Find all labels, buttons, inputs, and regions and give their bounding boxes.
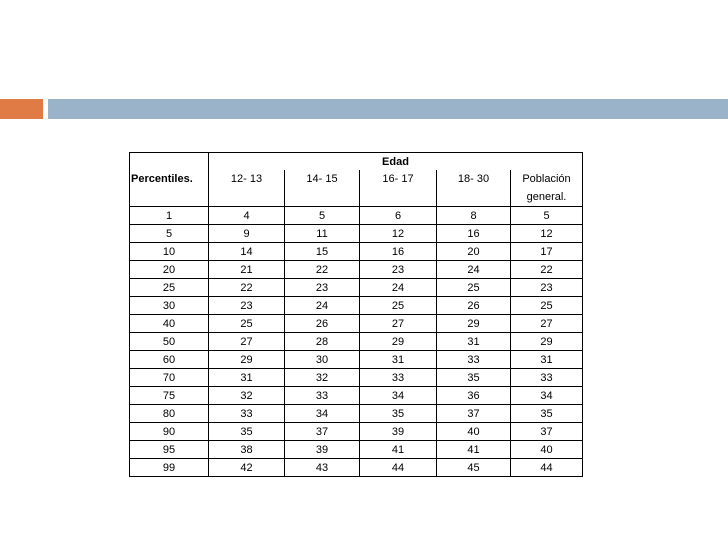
table-cell: 35 xyxy=(437,369,511,387)
table-cell: 35 xyxy=(511,405,583,423)
column-header-12-13: 12- 13 xyxy=(209,170,285,188)
table-cell: 9 xyxy=(209,225,285,243)
table-cell: 34 xyxy=(511,387,583,405)
percentile-cell: 25 xyxy=(130,279,209,297)
table-cell: 30 xyxy=(285,351,360,369)
table-cell: 27 xyxy=(209,333,285,351)
table-cell: 41 xyxy=(437,441,511,459)
table-cell: 37 xyxy=(437,405,511,423)
row-header-label: Percentiles. xyxy=(130,170,209,188)
table-cell: 34 xyxy=(285,405,360,423)
table-cell: 25 xyxy=(511,297,583,315)
table-row xyxy=(130,387,583,405)
table-column-header-row-2 xyxy=(130,188,583,207)
table-cell: 28 xyxy=(285,333,360,351)
table-cell: 24 xyxy=(285,297,360,315)
table-cell: 31 xyxy=(209,369,285,387)
table-cell: 32 xyxy=(209,387,285,405)
table-cell: 33 xyxy=(437,351,511,369)
percentile-cell: 99 xyxy=(130,459,209,477)
percentile-cell: 10 xyxy=(130,243,209,261)
column-header-18-30: 18- 30 xyxy=(437,170,511,188)
table-body xyxy=(130,153,583,477)
column-header-14-15: 14- 15 xyxy=(285,170,360,188)
table-cell: 5 xyxy=(511,207,583,225)
table-cell: 33 xyxy=(209,405,285,423)
table-cell: 39 xyxy=(360,423,437,441)
table-cell: 33 xyxy=(511,369,583,387)
header-empty-cell xyxy=(130,153,209,171)
column-header-poblacion: Población xyxy=(511,170,583,188)
table-row xyxy=(130,369,583,387)
percentile-cell: 80 xyxy=(130,405,209,423)
table-cell: 22 xyxy=(511,261,583,279)
table-cell: 38 xyxy=(209,441,285,459)
table-cell: 8 xyxy=(437,207,511,225)
table-cell: 14 xyxy=(209,243,285,261)
table-row xyxy=(130,405,583,423)
table-cell: 27 xyxy=(360,315,437,333)
percentile-cell: 95 xyxy=(130,441,209,459)
table-cell: 26 xyxy=(437,297,511,315)
table-cell: 29 xyxy=(360,333,437,351)
table-cell: 25 xyxy=(437,279,511,297)
table-row xyxy=(130,351,583,369)
table-cell: 5 xyxy=(285,207,360,225)
table-cell: 33 xyxy=(285,387,360,405)
percentile-cell: 50 xyxy=(130,333,209,351)
table-cell: 11 xyxy=(285,225,360,243)
percentile-cell: 75 xyxy=(130,387,209,405)
table-cell: 44 xyxy=(511,459,583,477)
table-cell: 25 xyxy=(209,315,285,333)
table-cell: 24 xyxy=(360,279,437,297)
table-cell: 23 xyxy=(285,279,360,297)
table-cell: 43 xyxy=(285,459,360,477)
table-row xyxy=(130,297,583,315)
table-cell: 23 xyxy=(511,279,583,297)
table-cell: 34 xyxy=(360,387,437,405)
table-row xyxy=(130,315,583,333)
table-cell: 12 xyxy=(511,225,583,243)
percentile-cell: 1 xyxy=(130,207,209,225)
table-cell: 22 xyxy=(285,261,360,279)
table-cell: 31 xyxy=(511,351,583,369)
table-cell: 45 xyxy=(437,459,511,477)
table-cell: 37 xyxy=(285,423,360,441)
table-cell: 35 xyxy=(360,405,437,423)
table-cell: 40 xyxy=(437,423,511,441)
table-row xyxy=(130,423,583,441)
header-spacer-cell xyxy=(437,188,511,207)
percentile-cell: 40 xyxy=(130,315,209,333)
table-cell: 33 xyxy=(360,369,437,387)
table-cell: 4 xyxy=(209,207,285,225)
percentile-cell: 60 xyxy=(130,351,209,369)
table-cell: 24 xyxy=(437,261,511,279)
table-cell: 36 xyxy=(437,387,511,405)
table-cell: 27 xyxy=(511,315,583,333)
table-cell: 40 xyxy=(511,441,583,459)
table-cell: 20 xyxy=(437,243,511,261)
table-cell: 29 xyxy=(437,315,511,333)
percentile-cell: 5 xyxy=(130,225,209,243)
table-cell: 31 xyxy=(437,333,511,351)
percentile-table xyxy=(129,152,583,477)
table-cell: 29 xyxy=(209,351,285,369)
header-spacer-cell xyxy=(209,188,285,207)
table-cell: 6 xyxy=(360,207,437,225)
table-row xyxy=(130,333,583,351)
percentile-cell: 70 xyxy=(130,369,209,387)
table-row xyxy=(130,279,583,297)
table-cell: 23 xyxy=(360,261,437,279)
table-row xyxy=(130,459,583,477)
table-cell: 26 xyxy=(285,315,360,333)
table-row xyxy=(130,261,583,279)
table-cell: 39 xyxy=(285,441,360,459)
header-spacer-cell xyxy=(360,188,437,207)
table-cell: 16 xyxy=(360,243,437,261)
table-cell: 16 xyxy=(437,225,511,243)
table-cell: 25 xyxy=(360,297,437,315)
table-cell: 31 xyxy=(360,351,437,369)
title-accent-bar xyxy=(48,99,728,119)
table-cell: 23 xyxy=(209,297,285,315)
table-group-header-row xyxy=(130,153,583,171)
table-cell: 12 xyxy=(360,225,437,243)
table-cell: 17 xyxy=(511,243,583,261)
table-cell: 37 xyxy=(511,423,583,441)
table-cell: 35 xyxy=(209,423,285,441)
column-header-general: general. xyxy=(511,188,583,207)
table-row xyxy=(130,207,583,225)
table-row xyxy=(130,243,583,261)
table-cell: 42 xyxy=(209,459,285,477)
table-cell: 22 xyxy=(209,279,285,297)
header-spacer-cell xyxy=(130,188,209,207)
table-cell: 44 xyxy=(360,459,437,477)
percentile-cell: 90 xyxy=(130,423,209,441)
table-cell: 29 xyxy=(511,333,583,351)
percentile-cell: 20 xyxy=(130,261,209,279)
table-row xyxy=(130,441,583,459)
group-header-edad: Edad xyxy=(209,153,583,171)
title-accent-orange xyxy=(0,99,43,119)
percentile-table-container xyxy=(129,152,583,477)
table-cell: 32 xyxy=(285,369,360,387)
column-header-16-17: 16- 17 xyxy=(360,170,437,188)
table-row xyxy=(130,225,583,243)
table-column-header-row xyxy=(130,170,583,188)
table-cell: 21 xyxy=(209,261,285,279)
table-cell: 41 xyxy=(360,441,437,459)
header-spacer-cell xyxy=(285,188,360,207)
percentile-cell: 30 xyxy=(130,297,209,315)
table-cell: 15 xyxy=(285,243,360,261)
